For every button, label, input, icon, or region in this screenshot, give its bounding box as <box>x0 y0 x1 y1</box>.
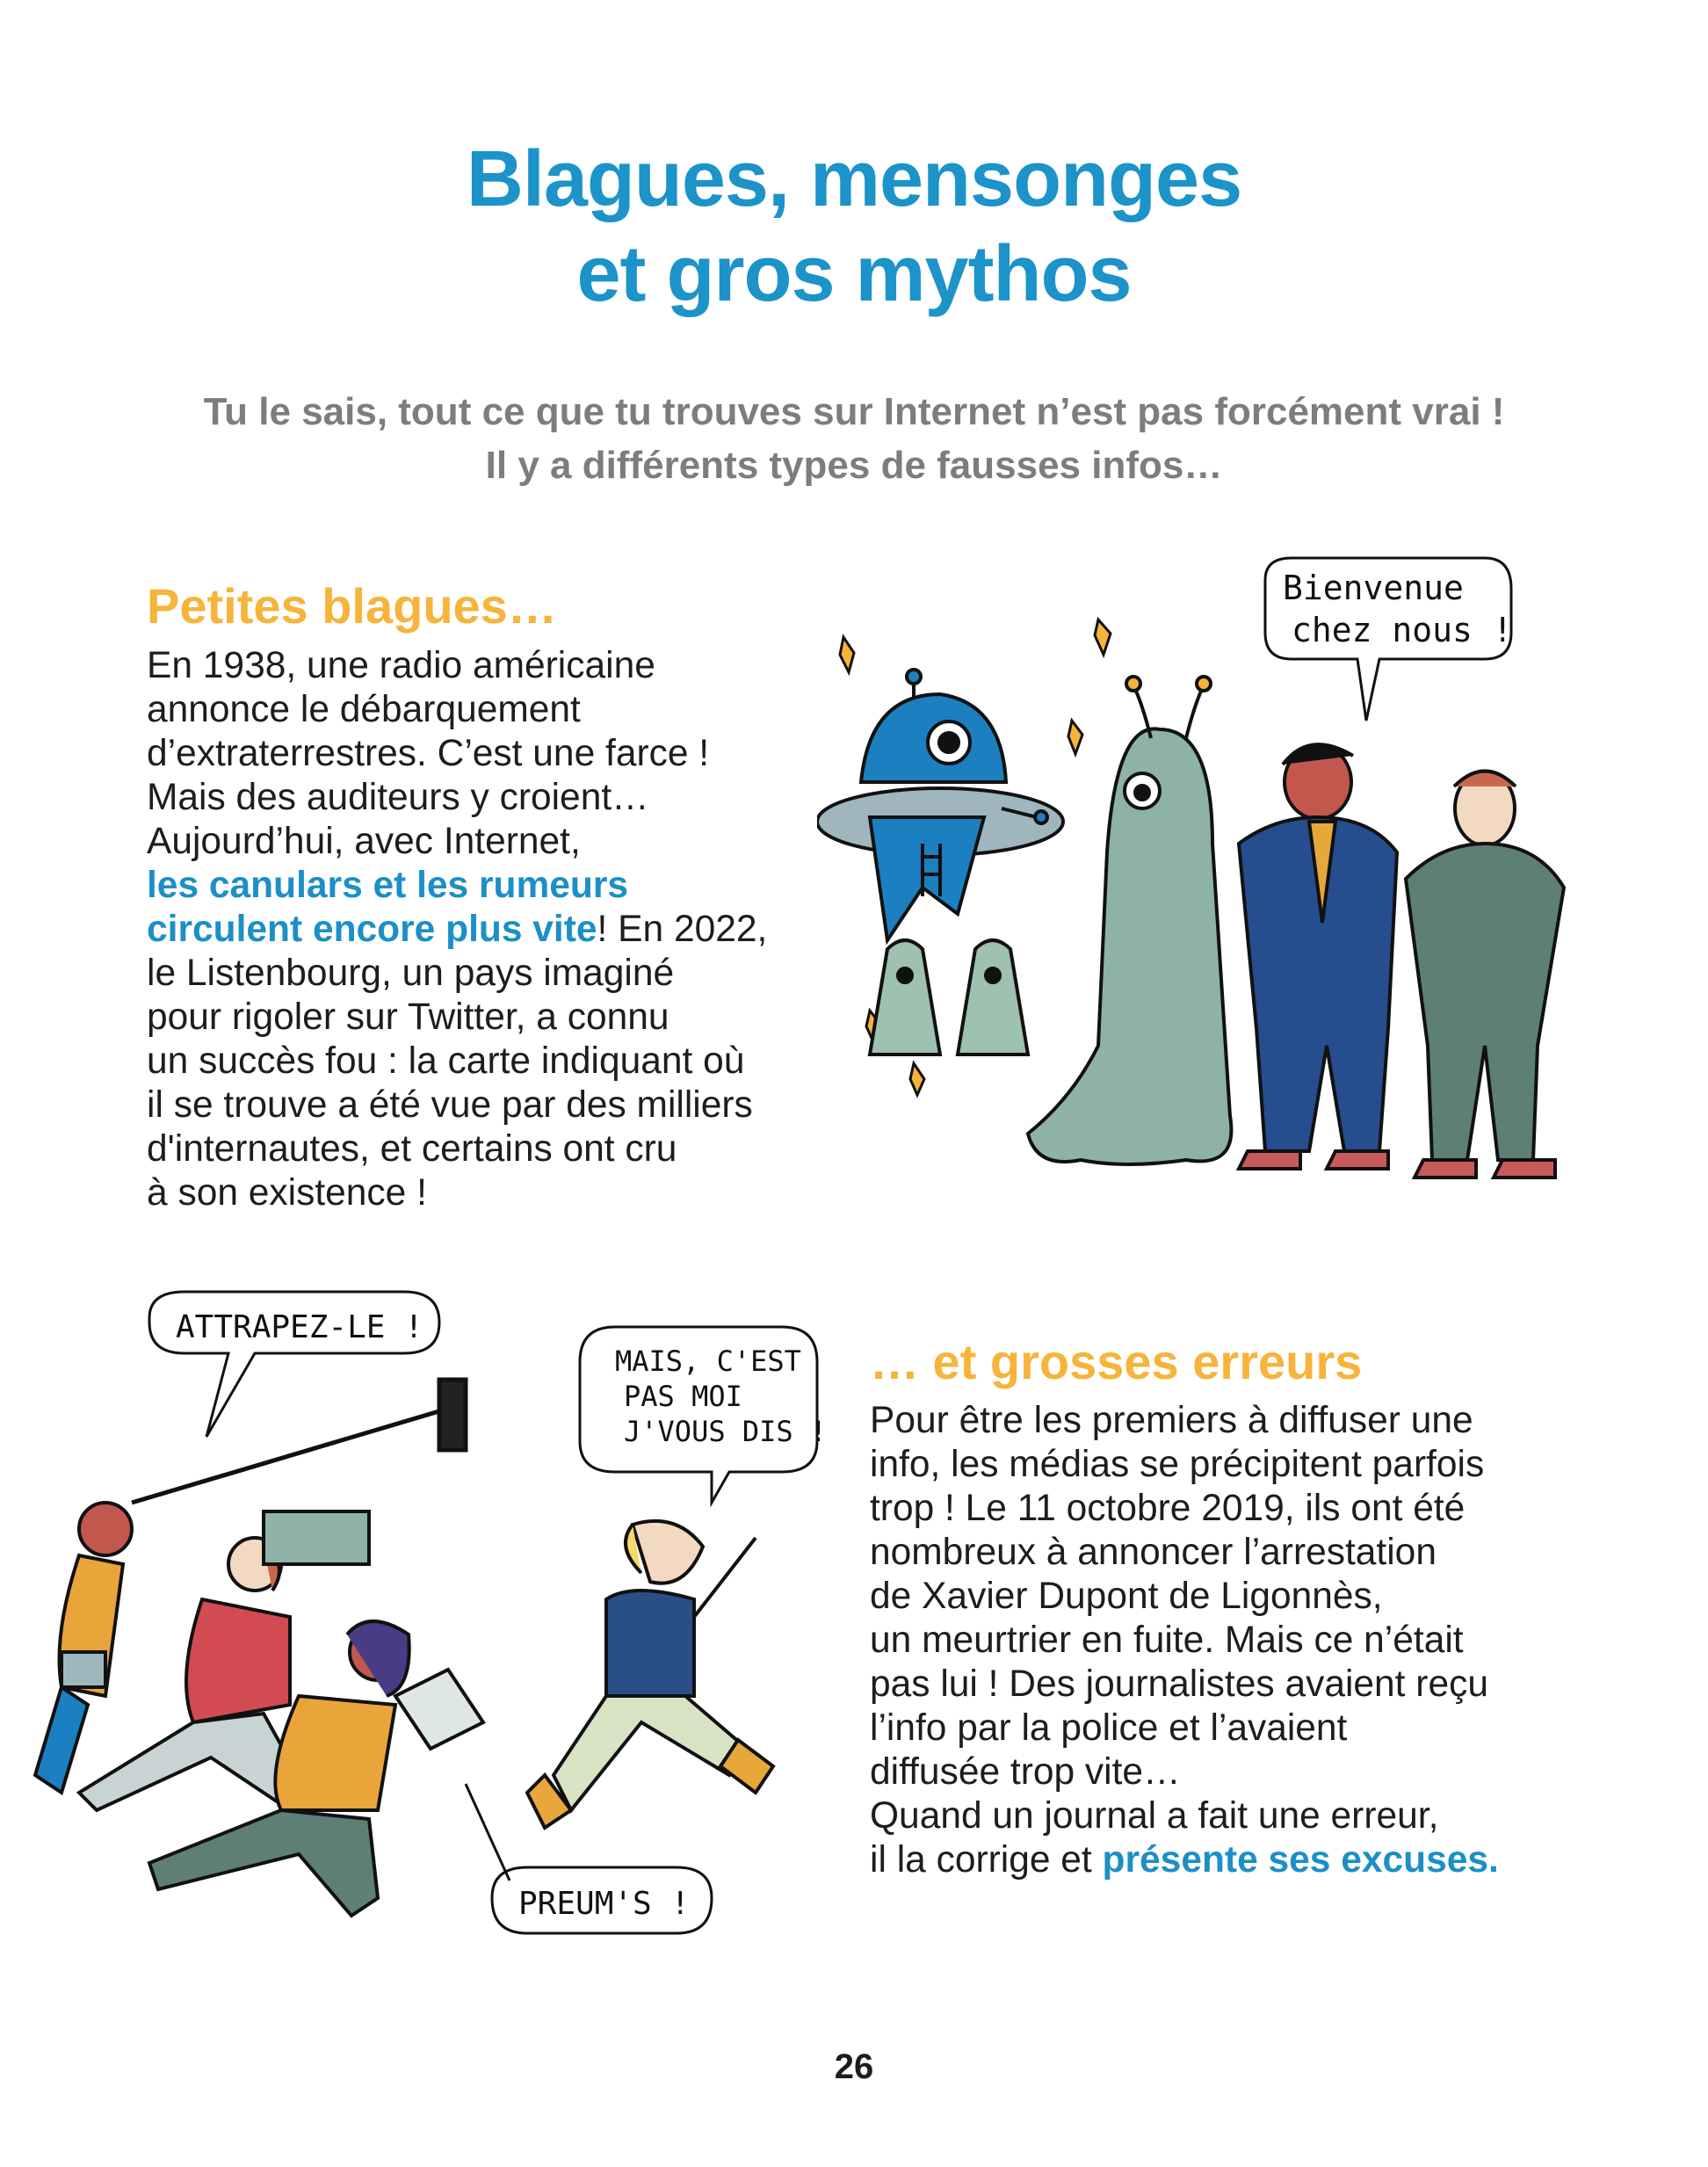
body-line: de Xavier Dupont de Ligonnès, <box>870 1576 1383 1617</box>
page-title <box>0 132 1708 322</box>
section-heading-petites-blagues: Petites blagues… <box>147 578 557 634</box>
body-line: En 1938, une radio américaine <box>147 645 655 686</box>
running-man-icon <box>527 1521 773 1828</box>
body-line: à son existence ! <box>147 1172 427 1214</box>
journalist-headphones-icon <box>35 1503 132 1793</box>
body-line: Pour être les premiers à diffuser une <box>870 1400 1473 1441</box>
highlight-canulars: les canulars et les rumeurs <box>147 865 629 906</box>
body-line: Quand un journal a fait une erreur, <box>870 1795 1439 1837</box>
body-line: info, les médias se précipitent parfois <box>870 1444 1485 1485</box>
highlight-excuses: présente ses excuses. <box>1102 1839 1499 1881</box>
body-line: trop ! Le 11 octobre 2019, ils ont été <box>870 1488 1466 1529</box>
section-body-petites-blagues <box>147 644 767 1215</box>
body-line: nombreux à annoncer l’arrestation <box>870 1532 1437 1573</box>
boom-microphone-icon <box>132 1380 466 1503</box>
page-number: 26 <box>834 2047 874 2086</box>
ufo-icon <box>817 670 1063 940</box>
title-line-2: et gros mythos <box>576 230 1132 318</box>
big-alien-icon <box>1028 677 1231 1164</box>
small-alien-icons <box>870 940 1028 1055</box>
bubble-text-attrapez: ATTRAPEZ-LE ! <box>176 1309 423 1345</box>
body-line: le Listenbourg, un pays imaginé <box>147 953 675 994</box>
man-blue-suit-icon <box>1239 744 1397 1169</box>
bubble-text-bienvenue-1: Bienvenue <box>1283 569 1464 607</box>
body-line: diffusée trop vite… <box>870 1751 1181 1793</box>
bubble-text-preums: PREUM'S ! <box>518 1886 691 1922</box>
body-fragment: il la corrige et <box>870 1839 1103 1881</box>
body-line: d'internautes, et certains ont cru <box>147 1128 677 1170</box>
section-body-grosses-erreurs <box>870 1399 1499 1882</box>
illustration-journalists <box>0 1283 843 1968</box>
body-line: pour rigoler sur Twitter, a connu <box>147 997 669 1038</box>
intro-line-1: Tu le sais, tout ce que tu trouves sur Internet n’est pas forcément vrai ! <box>203 390 1505 433</box>
body-line: un meurtrier en fuite. Mais ce n’était <box>870 1620 1464 1661</box>
bubble-text-bienvenue-2: chez nous ! <box>1292 611 1513 649</box>
highlight-circulent: circulent encore plus vite <box>147 909 597 950</box>
body-fragment: ! En 2022, <box>597 909 768 950</box>
title-line-1: Blagues, mensonges <box>466 135 1242 223</box>
man-gray-suit-icon <box>1406 772 1564 1178</box>
body-line: annonce le débarquement <box>147 689 581 730</box>
body-line: d’extraterrestres. C’est une farce ! <box>147 733 710 774</box>
bubble-text-mais-2: PAS MOI <box>624 1380 742 1413</box>
illustration-aliens <box>817 554 1608 1195</box>
body-line: il se trouve a été vue par des milliers <box>147 1084 753 1126</box>
intro-line-2: Il y a différents types de fausses infos… <box>485 444 1223 487</box>
body-line: l’info par la police et l’avaient <box>870 1707 1348 1749</box>
section-heading-grosses-erreurs: … et grosses erreurs <box>870 1334 1363 1389</box>
bubble-text-mais-1: MAIS, C'EST <box>615 1344 801 1378</box>
bubble-text-mais-3: J'VOUS DIS ! <box>624 1415 828 1448</box>
intro-text <box>0 385 1708 492</box>
body-line: un succès fou : la carte indiquant où <box>147 1040 745 1082</box>
body-line: pas lui ! Des journalistes avaient reçu <box>870 1663 1488 1705</box>
body-line: Mais des auditeurs y croient… <box>147 777 649 818</box>
body-line: Aujourd’hui, avec Internet, <box>147 821 581 862</box>
